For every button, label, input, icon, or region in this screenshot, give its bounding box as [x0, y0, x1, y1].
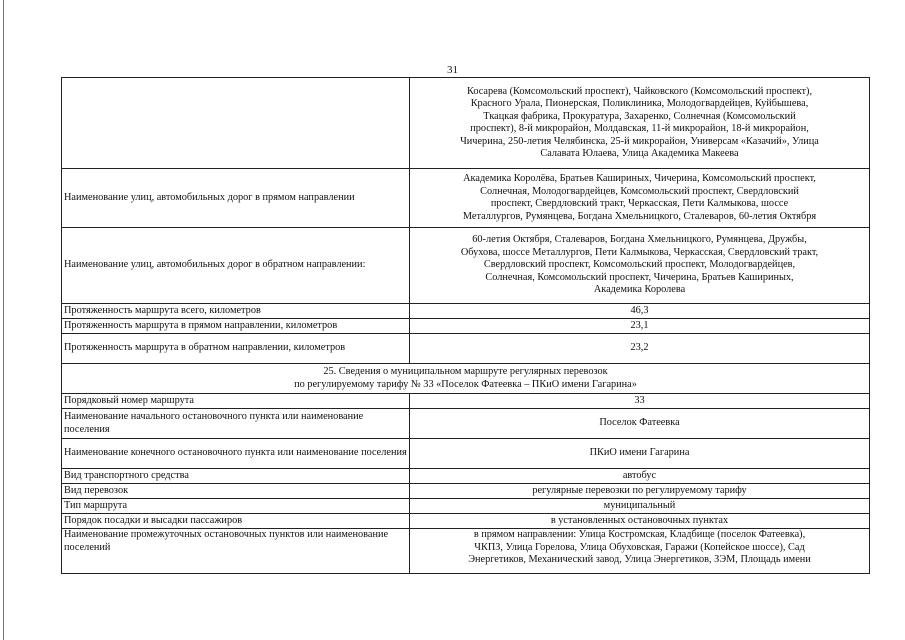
text-line: Энергетиков, Механический завод, Улица Энергетиков, ЗЭМ, Площадь имени — [468, 554, 811, 565]
text-line: Обухова, шоссе Металлургов, Пети Калмыкова, Черкасская, Свердловский тракт, — [460, 246, 819, 258]
start-stop-label: Наименование начального остановочного пункта или наименование поселения — [62, 409, 410, 439]
intermediate-stops-value — [410, 529, 870, 574]
vehicle-type-label: Вид транспортного средства — [62, 469, 410, 484]
table-row — [62, 469, 870, 484]
table-row — [62, 169, 870, 228]
text-line: проспект), 8-й микрорайон, Молдавская, 11-й микрорайон, 18-й микрорайон, — [470, 123, 809, 134]
transport-type-value: регулярные перевозки по регулируемому тарифу — [410, 484, 870, 499]
table-row — [62, 78, 870, 169]
length-forward-label: Протяженность маршрута в прямом направлении, километров — [62, 319, 410, 334]
length-forward-value: 23,1 — [410, 319, 870, 334]
page-number: 31 — [447, 64, 458, 76]
start-stop-value: Поселок Фатеевка — [410, 409, 870, 439]
text-line: Ткацкая фабрика, Прокуратура, Захаренко, Солнечная (Комсомольский — [483, 110, 796, 122]
section-heading — [62, 364, 870, 394]
table-row — [62, 499, 870, 514]
length-total-value: 46,3 — [410, 304, 870, 319]
table-row — [62, 228, 870, 304]
text-line: Свердловский проспект, Комсомольский проспект, Молодогвардейцев, — [483, 259, 796, 271]
text-line: 60-летия Октября, Сталеваров, Богдана Хмельницкого, Румянцева, Дружбы, — [472, 234, 807, 246]
text-line: ЧКПЗ, Улица Горелова, Улица Обуховская, Гаражи (Копейское шоссе), Сад — [474, 541, 805, 553]
text-line: в прямом направлении: Улица Костромская, Кладбище (поселок Фатеевка), — [473, 529, 806, 540]
route-type-label: Тип маршрута — [62, 499, 410, 514]
route-info-table — [61, 77, 870, 574]
text-line: Академика Королёва, Братьев Кашириных, Чичерина, Комсомольский проспект, — [463, 173, 816, 184]
text-line: Красного Урала, Пионерская, Поликлиника, Молодогвардейцев, Куйбышева, — [470, 98, 809, 109]
intermediate-stops-label: Наименование промежуточных остановочных пунктов или наименование поселений — [62, 529, 410, 574]
table-row — [62, 409, 870, 439]
route-number-value: 33 — [410, 394, 870, 409]
length-reverse-label: Протяженность маршрута в обратном направлении, километров — [62, 334, 410, 364]
table-row — [62, 319, 870, 334]
text-line: Салавата Юлаева, Улица Академика Макеева — [540, 148, 739, 159]
streets-reverse-value — [410, 228, 870, 304]
route-type-value: муниципальный — [410, 499, 870, 514]
end-stop-value: ПКиО имени Гагарина — [410, 439, 870, 469]
transport-type-label: Вид перевозок — [62, 484, 410, 499]
boarding-order-label: Порядок посадки и высадки пассажиров — [62, 514, 410, 529]
text-line: Металлургов, Румянцева, Богдана Хмельницкого, Сталеваров, 60-летия Октября — [462, 210, 817, 222]
section-heading-line: 25. Сведения о муниципальном маршруте регулярных перевозок — [323, 366, 608, 377]
empty-label-cell — [62, 78, 410, 169]
text-line: Солнечная, Молодогвардейцев, Комсомольский проспект, Свердловский — [480, 185, 799, 197]
prev-route-stops-cell — [410, 78, 870, 169]
streets-forward-value — [410, 169, 870, 228]
text-line: Чичерина, 250-летия Челябинска, 25-й микрорайон, Универсам «Казачий», Улица — [460, 135, 819, 147]
table-row — [62, 334, 870, 364]
table-row — [62, 484, 870, 499]
end-stop-label: Наименование конечного остановочного пункта или наименование поселения — [62, 439, 410, 469]
section-heading-line: по регулируемому тарифу № 33 «Поселок Фатеевка – ПКиО имени Гагарина» — [294, 378, 637, 390]
text-line: проспект, Свердловский тракт, Черкасская, Пети Калмыкова, шоссе — [490, 198, 789, 209]
length-reverse-value: 23,2 — [410, 334, 870, 364]
route-number-label: Порядковый номер маршрута — [62, 394, 410, 409]
text-line: Академика Королева — [593, 284, 686, 296]
table-row — [62, 364, 870, 394]
text-line: Солнечная, Комсомольский проспект, Чичерина, Братьев Кашириных, — [485, 271, 794, 283]
length-total-label: Протяженность маршрута всего, километров — [62, 304, 410, 319]
table-row — [62, 529, 870, 574]
boarding-order-value: в установленных остановочных пунктах — [410, 514, 870, 529]
table-row — [62, 514, 870, 529]
streets-reverse-label: Наименование улиц, автомобильных дорог в обратном направлении: — [62, 228, 410, 304]
vehicle-type-value: автобус — [410, 469, 870, 484]
table-row — [62, 394, 870, 409]
streets-forward-label: Наименование улиц, автомобильных дорог в прямом направлении — [62, 169, 410, 228]
table-row — [62, 304, 870, 319]
table-row — [62, 439, 870, 469]
page-left-edge-line — [3, 0, 4, 640]
text-line: Косарева (Комсомольский проспект), Чайковского (Комсомольский проспект), — [466, 85, 813, 97]
